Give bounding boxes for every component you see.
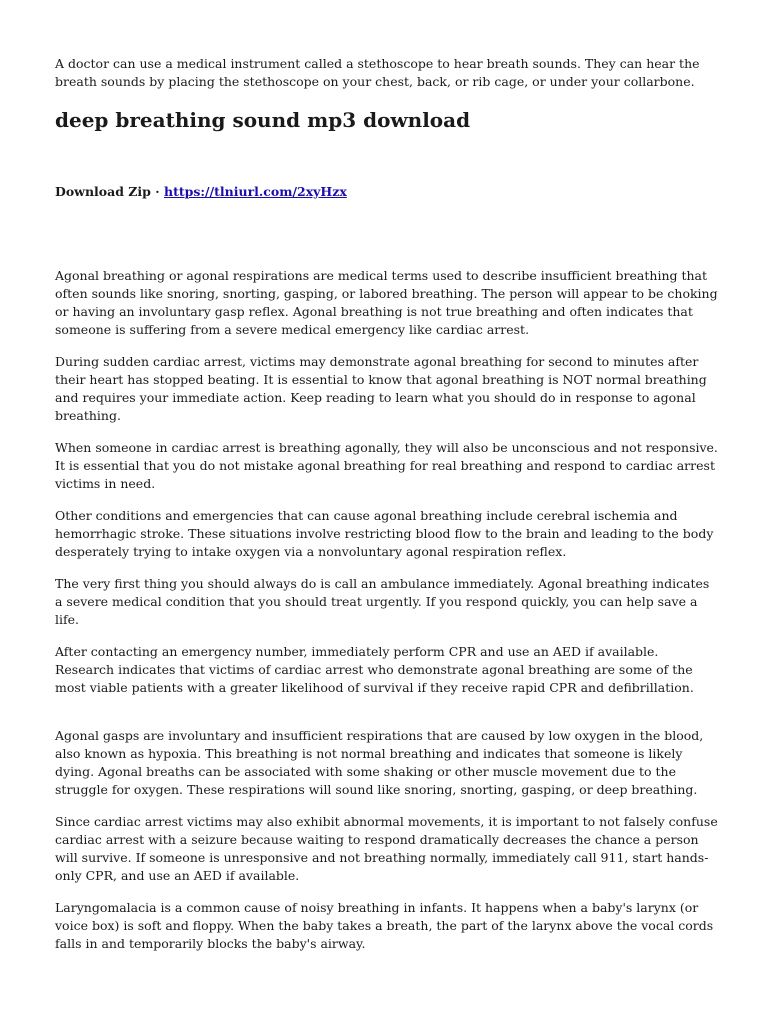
download-label: Download Zip · [55, 184, 164, 199]
document-page [55, 55, 720, 967]
paragraph: During sudden cardiac arrest, victims may demonstrate agonal breathing for second to minutes after their heart has stopped beating. It is essential to know that agonal breathing is NOT normal breathing and requires your immediate action. Keep reading to learn what you should do in response to agonal breathing. [55, 354, 707, 423]
paragraph: The very first thing you should always do is call an ambulance immediately. Agonal breathing indicates a severe medical condition that you should treat urgently. If you respond quickly, you can help save a life. [55, 576, 710, 627]
paragraph: When someone in cardiac arrest is breathing agonally, they will also be unconscious and not responsive. It is essential that you do not mistake agonal breathing for real breathing and respond to cardiac arrest victims in need. [55, 440, 718, 491]
download-line [55, 183, 720, 201]
page-title: deep breathing sound mp3 download [55, 108, 471, 132]
article-body [55, 267, 720, 953]
paragraph: Laryngomalacia is a common cause of noisy breathing in infants. It happens when a baby's larynx (or voice box) is soft and floppy. When the baby takes a breath, the part of the larynx above the vocal cords falls in and temporarily blocks the baby's airway. [55, 900, 714, 951]
paragraph: Agonal gasps are involuntary and insufficient respirations that are caused by low oxygen in the blood, also known as hypoxia. This breathing is not normal breathing and indicates that someone is likely dying. Agonal breaths can be associated with some shaking or other muscle movement due to the struggle for oxygen. These respirations will sound like snoring, snorting, gasping, or deep breathing. [55, 728, 704, 797]
paragraph: Other conditions and emergencies that can cause agonal breathing include cerebral ischemia and hemorrhagic stroke. These situations involve restricting blood flow to the brain and leading to the body desperately trying to intake oxygen via a nonvoluntary agonal respiration reflex. [55, 508, 714, 559]
paragraph: After contacting an emergency number, immediately perform CPR and use an AED if available. Research indicates that victims of cardiac arrest who demonstrate agonal breathing are some of the most viable patients with a greater likelihood of survival if they receive rapid CPR and defibrillation. [55, 644, 694, 695]
intro-paragraph: A doctor can use a medical instrument called a stethoscope to hear breath sounds. They can hear the breath sounds by placing the stethoscope on your chest, back, or rib cage, or under your collarbone. [55, 56, 700, 89]
download-link[interactable]: https://tlniurl.com/2xyHzx [163, 184, 347, 199]
paragraph: Agonal breathing or agonal respirations are medical terms used to describe insufficient breathing that often sounds like snoring, snorting, gasping, or labored breathing. The person will appear to be choking or having an involuntary gasp reflex. Agonal breathing is not true breathing and often indicates that someone is suffering from a severe medical emergency like cardiac arrest. [55, 268, 718, 337]
paragraph: Since cardiac arrest victims may also exhibit abnormal movements, it is important to not falsely confuse cardiac arrest with a seizure because waiting to respond dramatically decreases the chance a person will survive. If someone is unresponsive and not breathing normally, immediately call 911, start hands-only CPR, and use an AED if available. [55, 814, 718, 883]
